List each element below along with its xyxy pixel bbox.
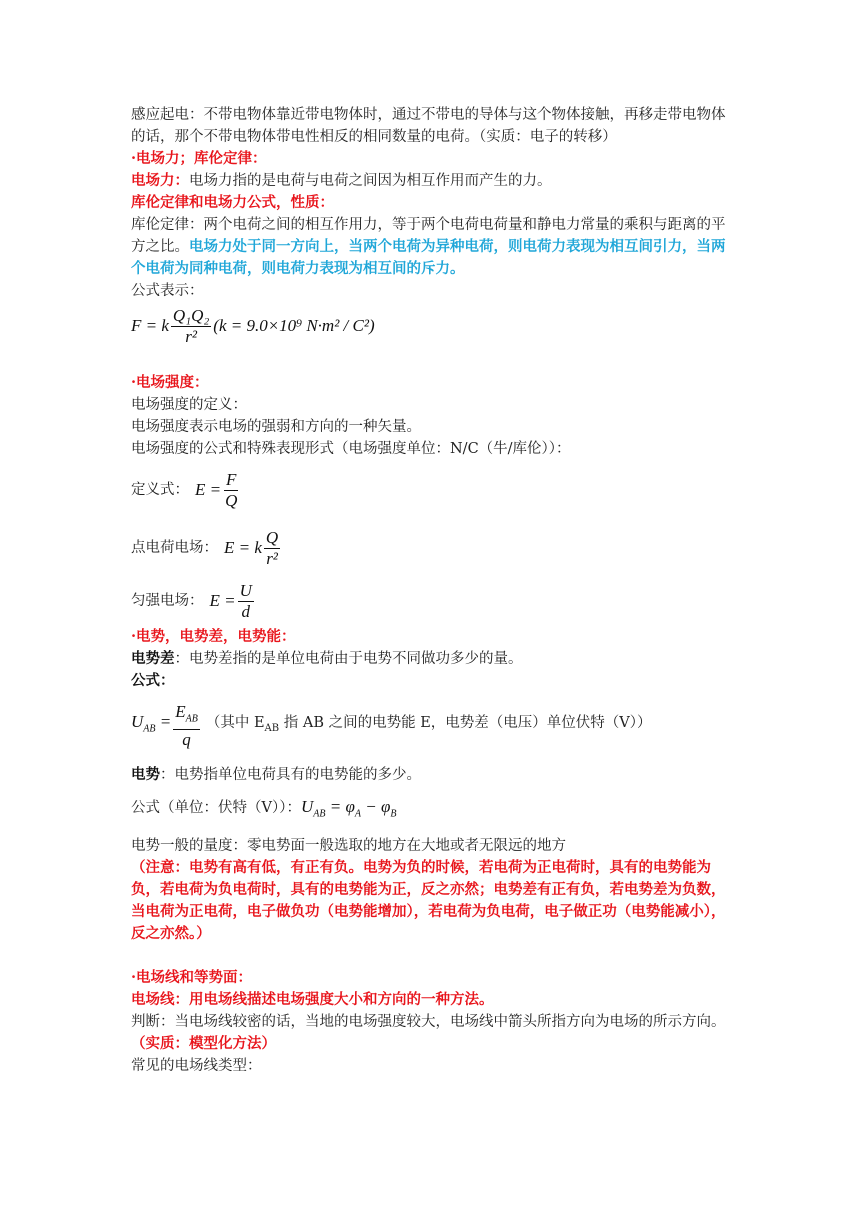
definition-numerator: F — [226, 469, 237, 489]
pd-note-end: 指 AB 之间的电势能 E，电势差（电压）单位伏特（V）） — [279, 715, 652, 732]
point-charge-denominator: r² — [266, 548, 278, 568]
pot-phi-a: = φ — [325, 797, 355, 816]
formula-colon: ： — [160, 672, 175, 689]
spacer — [131, 825, 735, 835]
uniform-field-fraction — [238, 581, 254, 622]
pd-numerator — [173, 702, 200, 730]
pd-note-start: （其中 E — [205, 715, 265, 732]
potential-difference-term: 电势差 — [131, 650, 175, 667]
spacer — [131, 350, 735, 372]
common-field-line-types: 常见的电场线类型： — [131, 1058, 262, 1075]
definition-denominator: Q — [225, 490, 238, 510]
field-lines-essence: （实质：模型化方法） — [131, 1035, 276, 1053]
field-formula-intro: 电场强度的公式和特殊表现形式（电场强度单位：N/C（牛/库伦））： — [131, 441, 571, 457]
section-heading-potential: ·电势，电势差，电势能： — [131, 628, 296, 645]
coulomb-fraction — [171, 306, 211, 347]
coulomb-paragraph — [131, 214, 735, 280]
coulomb-formula — [131, 302, 735, 350]
potential-definition: ：电势指单位电荷具有的电势能的多少。 — [160, 767, 421, 783]
pd-lhs-symbol: U — [131, 712, 144, 732]
pd-lhs — [131, 711, 171, 740]
pot-u-subscript: AB — [313, 808, 326, 820]
section-heading-field-lines: ·电场线和等势面： — [131, 969, 253, 987]
pot-minus-phi: − φ — [360, 797, 391, 816]
potential-formula-line — [131, 796, 735, 825]
uniform-field-denominator: d — [241, 601, 250, 621]
potential-difference-formula — [131, 698, 735, 754]
coulomb-denominator: r² — [185, 326, 197, 346]
point-charge-fraction — [264, 528, 280, 569]
coulomb-numerator: Q₁Q₂ — [172, 305, 210, 325]
formula-label: 公式表示： — [131, 283, 204, 299]
spacer — [131, 754, 735, 764]
pot-a-subscript: A — [354, 808, 361, 820]
potential-formula-label: 公式（单位：伏特（V））： — [131, 800, 301, 816]
spacer — [131, 945, 735, 967]
pd-lhs-subscript: AB — [143, 723, 156, 735]
formula-term: 公式 — [131, 672, 160, 689]
pd-numerator-symbol: E — [175, 701, 186, 721]
coulomb-highlight: 电场力处于同一方向上，当两个电荷为异种电荷，则电荷力表现为相互间引力，当两个电荷为同种电荷，则电荷力表现为相互间的斥力。 — [131, 238, 726, 277]
spacer — [131, 786, 735, 796]
uniform-field-lhs: E = — [209, 591, 236, 610]
formula-heading — [131, 670, 735, 692]
pd-note-subscript: AB — [264, 722, 280, 734]
coulomb-definition: 库伦定律：两个电荷之间的相互作用力，等于两个电荷电荷量和静电力常量的乘积与距离的平方之比。 — [131, 217, 726, 255]
pd-fraction — [173, 702, 200, 750]
point-charge-label: 点电荷电场： — [131, 540, 218, 556]
point-charge-lhs: E = k — [224, 538, 262, 557]
coulomb-constant: (k = 9.0×10⁹ N·m² / C²) — [213, 316, 375, 335]
definition-label: 定义式： — [131, 482, 189, 498]
field-definition: 电场强度表示电场的强弱和方向的一种矢量。 — [131, 419, 421, 435]
electric-force-paragraph — [131, 170, 735, 192]
document-page — [131, 104, 735, 1077]
uniform-field-label: 匀强电场： — [131, 593, 204, 609]
definition-fraction — [223, 470, 239, 511]
pd-equals: = — [155, 712, 172, 732]
field-lines-definition: 电场线：用电场线描述电场强度大小和方向的一种方法。 — [131, 991, 494, 1009]
pot-u: U — [300, 797, 314, 816]
field-definition-label: 电场强度的定义： — [131, 397, 247, 413]
definition-formula — [131, 464, 735, 516]
electric-force-definition: 电场力指的是电荷与电荷之间因为相互作用而产生的力。 — [189, 173, 552, 189]
section-heading-electric-force: ·电场力；库伦定律： — [131, 150, 267, 167]
induction-paragraph: 感应起电：不带电物体靠近带电物体时，通过不带电的导体与这个物体接触，再移走带电物体的话，那个不带电物体带电性相反的相同数量的电荷。（实质：电子的转移） — [131, 107, 726, 145]
pd-note — [206, 712, 652, 740]
potential-formula — [300, 797, 397, 820]
uniform-field-numerator: U — [239, 580, 252, 600]
potential-difference-paragraph — [131, 648, 735, 670]
field-lines-judgement: 判断：当电场线较密的话，当地的电场强度较大，电场线中箭头所指方向为电场的所示方向。 — [131, 1014, 726, 1031]
point-charge-numerator: Q — [265, 527, 279, 547]
coulomb-heading: 库伦定律和电场力公式，性质： — [131, 194, 334, 211]
potential-term: 电势 — [131, 766, 160, 783]
potential-measure: 电势一般的量度：零电势面一般选取的地方在大地或者无限远的地方 — [131, 838, 566, 855]
coulomb-lhs: F = k — [131, 316, 169, 335]
potential-difference-definition: ：电势差指的是单位电荷由于电势不同做功多少的量。 — [174, 651, 523, 667]
pd-numerator-subscript: AB — [185, 713, 198, 725]
pot-b-subscript: B — [390, 808, 397, 820]
pd-denominator: q — [182, 730, 191, 750]
point-charge-formula — [131, 520, 735, 576]
uniform-field-formula — [131, 576, 735, 626]
potential-note: （注意：电势有高有低，有正有负。电势为负的时候，若电荷为正电荷时，具有的电势能为负，若电荷为负电荷时，具有的电势能为正，反之亦然；电势差有正有负，若电势差为负数，当电荷为正电荷，电子做负功（电势能增加），若电荷为负电荷，电子做正功（电势能减小），反之亦然。） — [131, 859, 726, 943]
section-heading-field-strength: ·电场强度： — [131, 374, 209, 391]
potential-paragraph — [131, 764, 735, 786]
electric-force-term: 电场力： — [131, 172, 189, 189]
definition-lhs: E = — [195, 480, 222, 499]
